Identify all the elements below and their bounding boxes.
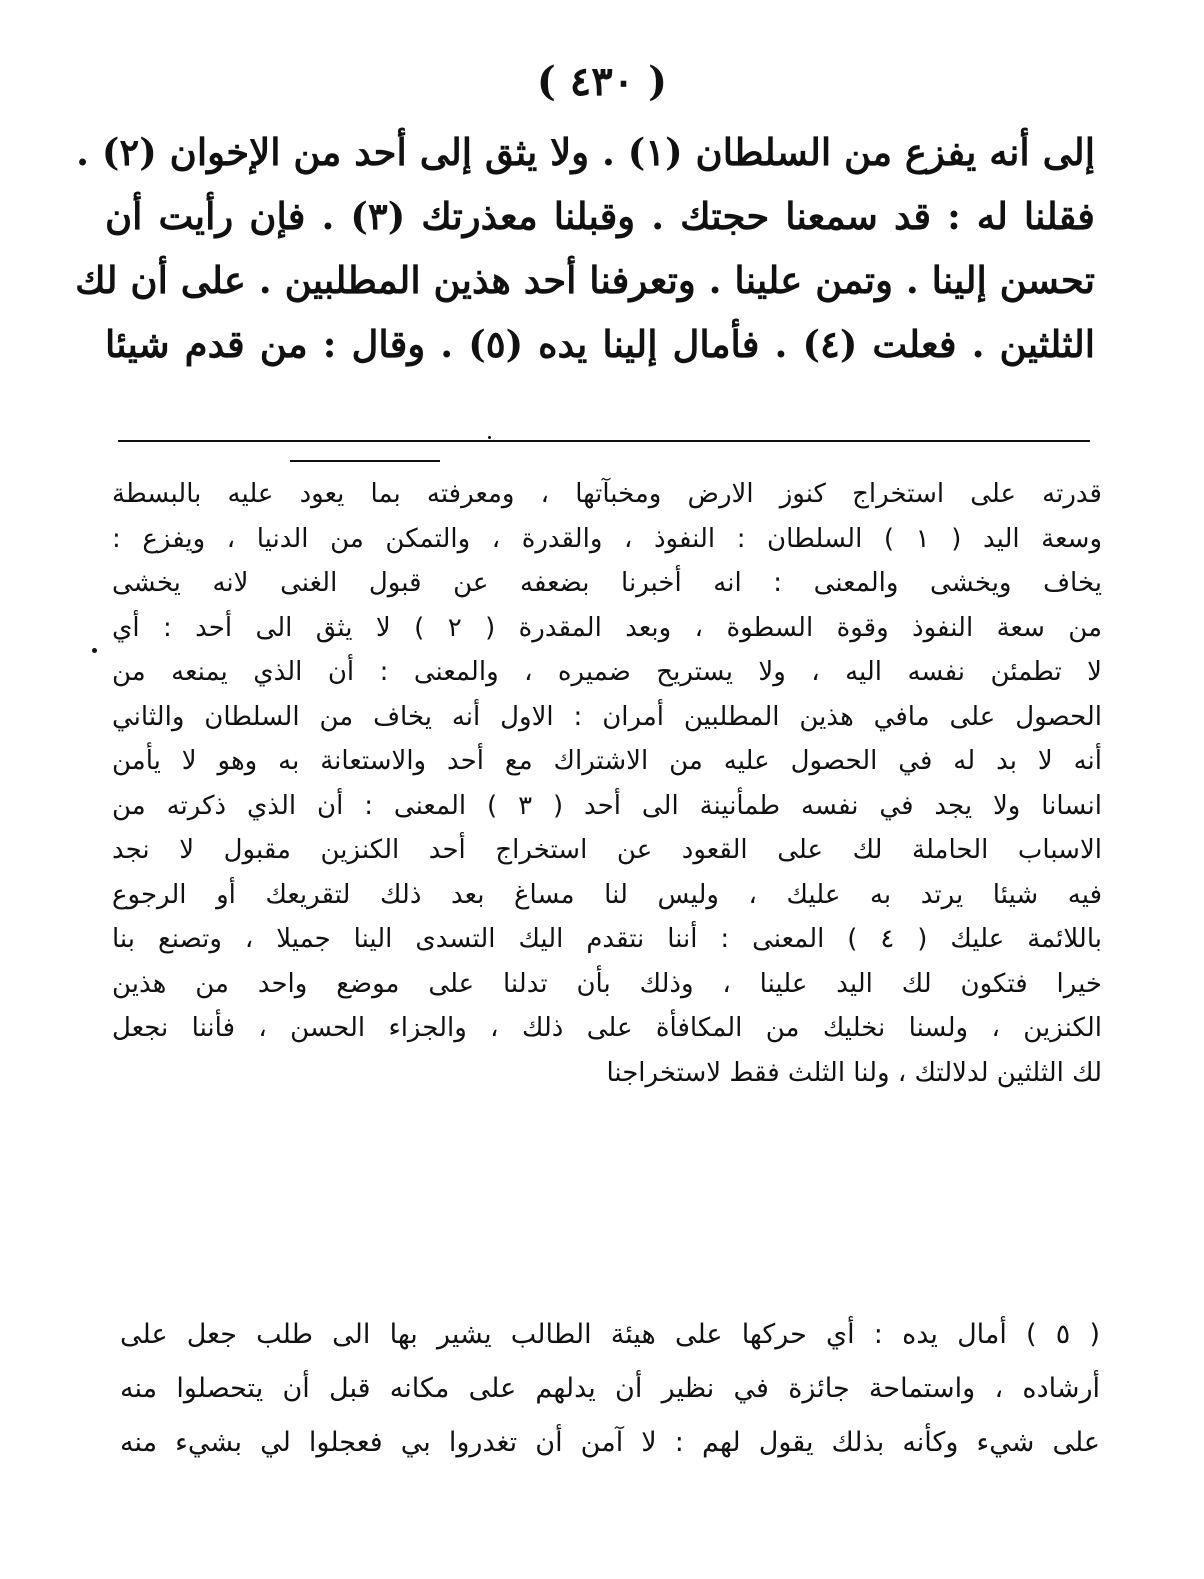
footnote-line: أنه لا بد له في الحصول عليه من الاشتراك مع أحد والاستعانة به وهو لا يأمن (112, 746, 1102, 776)
footnote-line: الكنزين ، ولسنا نخليك من المكافأة على ذلك ، والجزاء الحسن ، فأننا نجعل (112, 1013, 1102, 1043)
footnote-line: ( ٥ ) أمال يده : أي حركها على هيئة الطالب يشير بها الى طلب جعل على (120, 1319, 1100, 1350)
print-speck (488, 436, 491, 439)
main-text-line: تحسن إلينا . وتمن علينا . وتعرفنا أحد هذين المطلبين . على أن لك (75, 258, 1095, 302)
print-speck (92, 648, 97, 653)
footnote-5-block (120, 1308, 1100, 1470)
main-text-line: الثلثين . فعلت (٤) . فأمال إلينا يده (٥) . وقال : من قدم شيئا (105, 322, 1096, 366)
footnote-line: قدرته على استخراج كنوز الارض ومخبآتها ، ومعرفته بما يعود عليه بالبسطة (112, 479, 1102, 509)
footnote-line: لك الثلثين لدلالتك ، ولنا الثلث فقط لاستخراجنا (606, 1057, 1102, 1088)
main-text-line: فقلنا له : قد سمعنا حجتك . وقبلنا معذرتك (٣) . فإن رأيت أن (105, 194, 1095, 238)
footnote-line: على شيء وكأنه بذلك يقول لهم : لا آمن أن تغدروا بي فعجلوا لي بشيء منه (120, 1427, 1100, 1458)
footnote-line: وسعة اليد ( ١ ) السلطان : النفوذ ، والقدرة ، والتمكن من الدنيا ، ويفزع : (112, 523, 1102, 554)
footnote-line: من سعة النفوذ وقوة السطوة ، وبعد المقدرة ( ٢ ) لا يثق الى أحد : أي (112, 612, 1103, 643)
footnote-line: فيه شيئا يرتد به عليك ، وليس لنا مساغ بعد ذلك لتقريعك أو الرجوع (112, 879, 1102, 910)
footnote-line: لا تطمئن نفسه اليه ، ولا يستريح ضميره ، والمعنى : أن الذي يمنعه من (112, 657, 1102, 687)
footnotes-block (112, 472, 1102, 1095)
footnote-line: الحصول على مافي هذين المطلبين أمران : الاول أنه يخاف من السلطان والثاني (112, 701, 1102, 732)
footnote-divider (118, 440, 1090, 442)
footnote-line: باللائمة عليك ( ٤ ) المعنى : أننا نتقدم اليك التسدى الينا جميلا ، وتصنع بنا (112, 924, 1102, 954)
main-text-line: إلى أنه يفزع من السلطان (١) . ولا يثق إلى أحد من الإخوان (٢) . (76, 130, 1095, 174)
footnote-line: يخاف ويخشى والمعنى : انه أخبرنا بضعفه عن قبول الغنى لانه يخشى (112, 568, 1102, 598)
footnote-divider-short (290, 460, 440, 462)
footnote-line: انسانا ولا يجد في نفسه طمأنينة الى أحد ( ٣ ) المعنى : أن الذي ذكرته من (112, 790, 1102, 821)
footnote-line: الاسباب الحاملة لك على القعود عن استخراج أحد الكنزين مقبول لا نجد (112, 835, 1102, 865)
page-number: ( ٤٣٠ ) (536, 58, 668, 105)
footnote-line: أرشاده ، واستماحة جائزة في نظير أن يدلهم على مكانه قبل أن يتحصلوا منه (120, 1373, 1100, 1404)
footnote-line: خيرا فتكون لك اليد علينا ، وذلك بأن تدلنا على موضع واحد من هذين (112, 968, 1102, 999)
main-text-block (75, 120, 1096, 376)
